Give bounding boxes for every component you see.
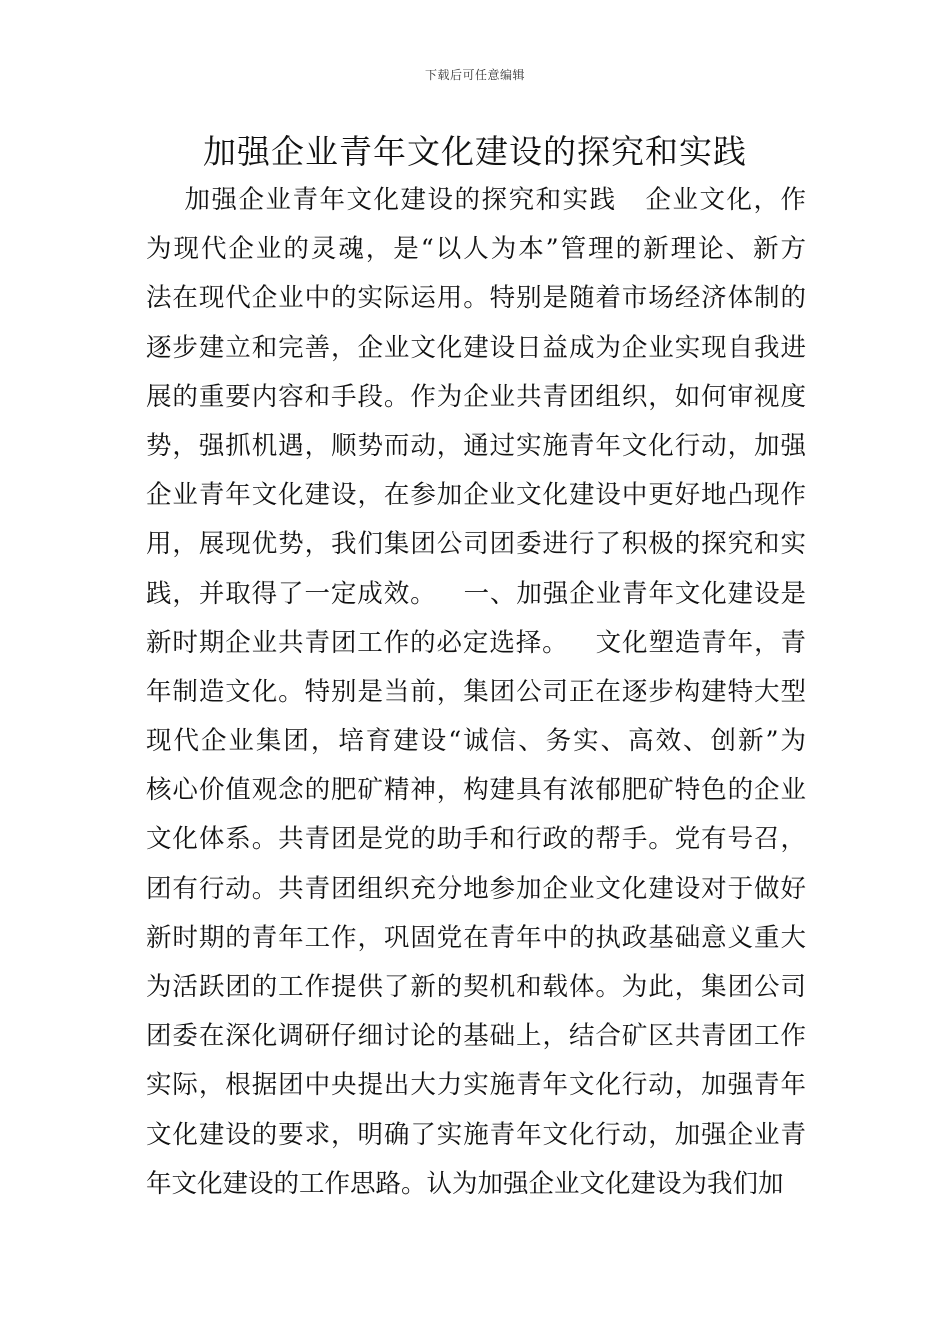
body-line: 为活跃团的工作提供了新的契机和载体。为此，集团公司 <box>146 972 806 1002</box>
body-line: 现代企业集团，培育建设“诚信、务实、高效、创新”为 <box>146 726 806 757</box>
body-line: 团委在深化调研仔细讨论的基础上，结合矿区共青团工作 <box>146 1021 806 1052</box>
body-line: 实际，根据团中央提出大力实施青年文化行动，加强青年 <box>146 1070 806 1101</box>
body-line: 用，展现优势，我们集团公司团委进行了积极的探究和实 <box>146 529 806 560</box>
body-line: 加强企业青年文化建设的探究和实践 企业文化，作 <box>146 185 806 215</box>
body-line: 核心价值观念的肥矿精神，构建具有浓郁肥矿特色的企业 <box>146 775 806 806</box>
body-line: 践，并取得了一定成效。 一、加强企业青年文化建设是 <box>146 578 806 609</box>
body-line: 新时期企业共青团工作的必定选择。 文化塑造青年，青 <box>146 627 806 658</box>
header-note: 下载后可任意编辑 <box>424 68 525 82</box>
body-line: 团有行动。共青团组织充分地参加企业文化建设对于做好 <box>146 873 806 904</box>
body-line: 年文化建设的工作思路。认为加强企业文化建设为我们加 <box>146 1168 784 1199</box>
body-line: 年制造文化。特别是当前，集团公司正在逐步构建特大型 <box>146 676 806 707</box>
body-line: 新时期的青年工作，巩固党在青年中的执政基础意义重大 <box>146 922 806 953</box>
body-line: 企业青年文化建设，在参加企业文化建设中更好地凸现作 <box>146 480 806 511</box>
body-line: 为现代企业的灵魂，是“以人为本”管理的新理论、新方 <box>146 234 806 265</box>
body-line: 法在现代企业中的实际运用。特别是随着市场经济体制的 <box>146 283 806 314</box>
body-line: 文化建设的要求，明确了实施青年文化行动，加强企业青 <box>146 1119 806 1150</box>
body-line: 展的重要内容和手段。作为企业共青团组织，如何审视度 <box>146 381 806 412</box>
document-body <box>146 176 806 1209</box>
body-line: 逐步建立和完善，企业文化建设日益成为企业实现自我进 <box>146 332 806 363</box>
document-title: 加强企业青年文化建设的探究和实践 <box>203 132 747 171</box>
body-line: 势，强抓机遇，顺势而动，通过实施青年文化行动，加强 <box>146 430 806 461</box>
body-line: 文化体系。共青团是党的助手和行政的帮手。党有号召， <box>146 824 806 855</box>
